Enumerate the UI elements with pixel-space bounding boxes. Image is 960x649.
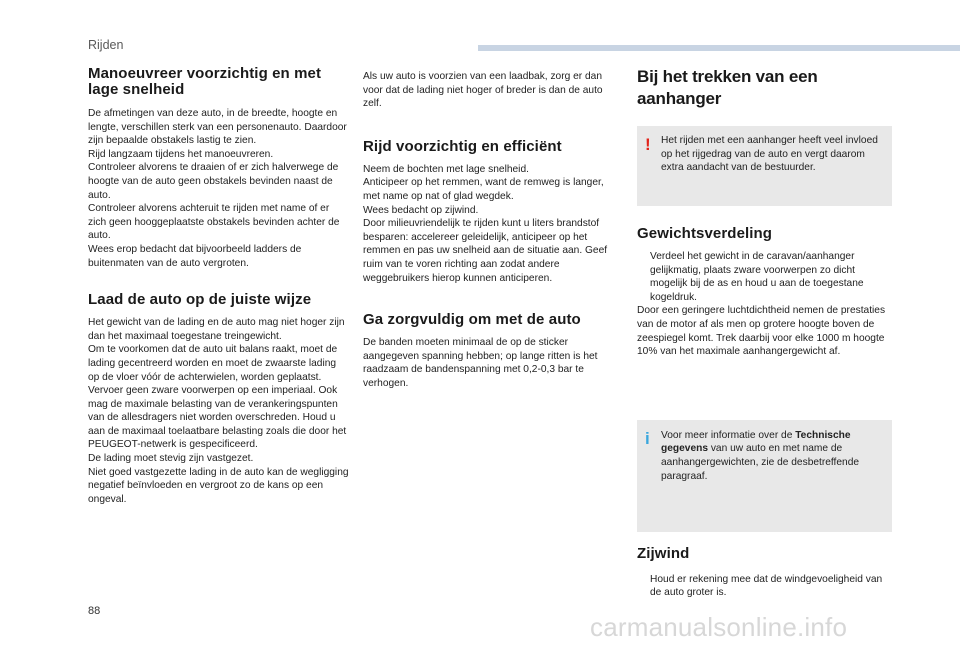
info-link-text: Technische gegevens xyxy=(661,429,851,455)
paragraph-care: De banden moeten minimaal de op de sticker aangegeven spanning hebben; op lange ritten is het raadzaam de bandenspanning met 0,2-0,3 bar te verhogen. xyxy=(363,337,598,389)
bullet-icon xyxy=(637,573,650,600)
paragraph-weight: Door een geringere luchtdichtheid nemen de prestaties van de motor af als men op grotere hoogte boven de zeespiegel komt. Trek daarbij voor elke 1000 m hoogte 10% van het maximale aanhangergewicht af. xyxy=(637,305,886,358)
column-left xyxy=(88,66,350,506)
heading-crosswind: Zijwind xyxy=(637,544,690,562)
paragraph-manoeuvre: De afmetingen van deze auto, in de breedte, hoogte en lengte, verschillen sterk van een personenauto. Daardoor zijn bepaalde obstakels lastig te zien. Rijd langzaam tijdens het manoeuvreren. Controleer alvorens te draaien of er zich halverwege de hoogte van de auto geen obstakels bevinden naast de auto. Controleer alvorens achteruit te rijden met name of er zich geen hooggeplaatste obstakels bevinden achter de auto. Wees erop bedacht dat bijvoorbeeld ladders de buitenmaten van de auto vergroten. xyxy=(88,108,347,269)
header-bar xyxy=(478,45,960,51)
paragraph-loading: Het gewicht van de lading en de auto mag niet hoger zijn dan het maximaal toegestane treingewicht. Om te voorkomen dat de auto uit balans raakt, moet de lading gecentreerd worden en moet de zwaarste lading op de vloer vóór de achterwielen, worden geplaatst. Vervoer geen zware voorwerpen op een imperiaal. Ook mag de maximale belasting van de verankeringspunten van de allesdragers niet worden overschreden. Houd u aan de maximaal toelaatbare belasting zoals die door het PEUGEOT-netwerk is gespecificeerd. De lading moet stevig zijn vastgezet. Niet goed vastgezette lading in de auto kan de wegligging negatief beïnvloeden en vergroot zo de kans op een ongeval. xyxy=(88,317,349,505)
list-item xyxy=(637,250,892,304)
heading-manoeuvre: Manoeuvreer voorzichtig en met lage snelheid xyxy=(88,65,322,98)
paragraph-driving: Neem de bochten met lage snelheid. Anticipeer op het remmen, want de remweg is langer, met name op nat of glad wegdek. Wees bedacht op zijwind. Door milieuvriendelijk te rijden kunt u liters brandstof besparen: accelereer geleidelijk, anticipeer op het remmen en pas uw snelheid aan de situatie aan. Geef ruim van te voren richting aan zodat andere weggebruikers hierop kunnen anticiperen. xyxy=(363,163,608,284)
warning-text: Het rijden met een aanhanger heeft veel invloed op het rijgedrag van de auto en vergt daarom extra aandacht van de bestuurder. xyxy=(661,135,878,174)
heading-driving: Rijd voorzichtig en efficiënt xyxy=(363,137,562,155)
paragraph-loadbed: Als uw auto is voorzien van een laadbak, zorg er dan voor dat de lading niet hoger of breder is dan de auto zelf. xyxy=(363,71,603,110)
page-number: 88 xyxy=(88,605,101,617)
heading-care: Ga zorgvuldig om met de auto xyxy=(363,311,581,329)
warning-icon: ! xyxy=(645,135,651,154)
bullet-icon xyxy=(637,250,650,304)
watermark: carmanualsonline.info xyxy=(590,612,848,642)
list-item xyxy=(637,573,892,600)
bullet-text: Verdeel het gewicht in de caravan/aanhanger gelijkmatig, plaats zware voorwerpen zo dicht mogelijk bij de as en houd u aan de toegestane kogeldruk. xyxy=(650,251,864,303)
info-box xyxy=(637,420,892,532)
bullet-text: Houd er rekening mee dat de windgevoeligheid van de auto groter is. xyxy=(650,573,883,599)
column-right xyxy=(637,66,892,600)
warning-box xyxy=(637,126,892,206)
column-middle xyxy=(363,70,623,391)
info-text: Voor meer informatie over de Technische gegevens van uw auto en met name de aanhangergewichten, zie de desbetreffende paragraaf. xyxy=(661,429,860,482)
heading-weight: Gewichtsverdeling xyxy=(637,225,773,242)
info-icon: i xyxy=(645,428,650,448)
section-header: Rijden xyxy=(88,38,124,52)
chapter-title: Bij het trekken van een aanhanger xyxy=(637,67,818,108)
heading-loading: Laad de auto op de juiste wijze xyxy=(88,291,312,309)
